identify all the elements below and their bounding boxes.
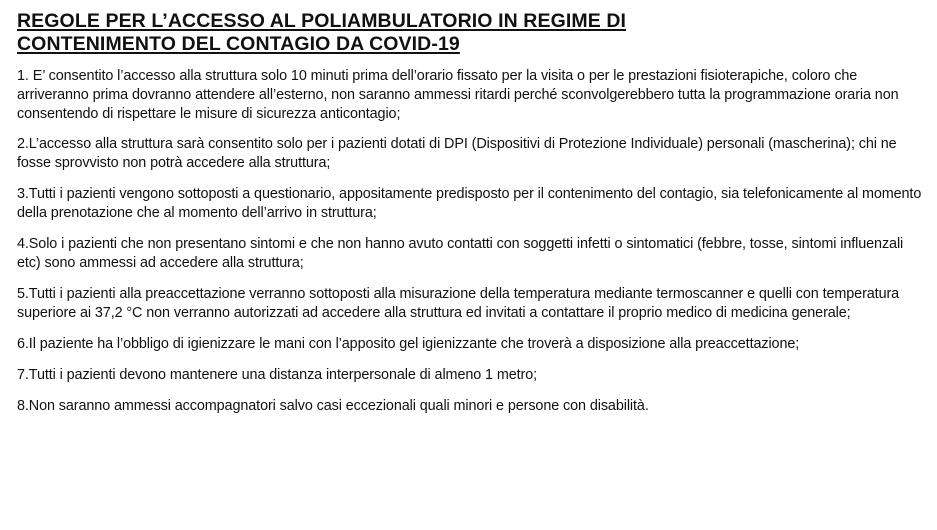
document-title bbox=[17, 10, 927, 56]
rule-item-7: 7.Tutti i pazienti devono mantenere una distanza interpersonale di almeno 1 metro; bbox=[17, 367, 538, 383]
rule-item-8: 8.Non saranno ammessi accompagnatori salvo casi eccezionali quali minori e persone con disabilità. bbox=[17, 398, 649, 414]
rule-item-5: 5.Tutti i pazienti alla preaccettazione verranno sottoposti alla misurazione della temperatura mediante termoscanner e quelli con temperatura superiore ai 37,2 °C non verranno autorizzati ad accedere alla struttura ed invitati a contattare il proprio medico di medicina generale; bbox=[17, 286, 900, 321]
rule-item-2: 2.L’accesso alla struttura sarà consentito solo per i pazienti dotati di DPI (Dispositivi di Protezione Individuale) personali (mascherina); chi ne fosse sprovvisto non potrà accedere alla struttura; bbox=[17, 136, 897, 171]
rule-item-1: 1. E’ consentito l’accesso alla struttura solo 10 minuti prima dell’orario fissato per la visita o per le prestazioni fisioterapiche, coloro che arriveranno prima dovranno attendere all’esterno, non saranno ammessi ritardi perché sconvolgerebbero tutta la programmazione oraria non consentendo di rispettare le misure di sicurezza anticontagio; bbox=[17, 68, 899, 122]
rule-item-4: 4.Solo i pazienti che non presentano sintomi e che non hanno avuto contatti con soggetti infetti o sintomatici (febbre, tosse, sintomi influenzali etc) sono ammessi ad accedere alla struttura; bbox=[17, 236, 904, 271]
document-page bbox=[17, 10, 927, 428]
rule-item-3: 3.Tutti i pazienti vengono sottoposti a questionario, appositamente predisposto per il contenimento del contagio, sia telefonicamente al momento della prenotazione che al momento dell’arrivo in struttura; bbox=[17, 186, 922, 221]
title-line-1: REGOLE PER L’ACCESSO AL POLIAMBULATORIO IN REGIME DI bbox=[17, 10, 627, 32]
rule-item-6: 6.Il paziente ha l’obbligo di igienizzare le mani con l’apposito gel igienizzante che troverà a disposizione alla preaccettazione; bbox=[17, 336, 800, 352]
rules-list bbox=[17, 67, 927, 416]
title-line-2: CONTENIMENTO DEL CONTAGIO DA COVID-19 bbox=[17, 33, 460, 55]
